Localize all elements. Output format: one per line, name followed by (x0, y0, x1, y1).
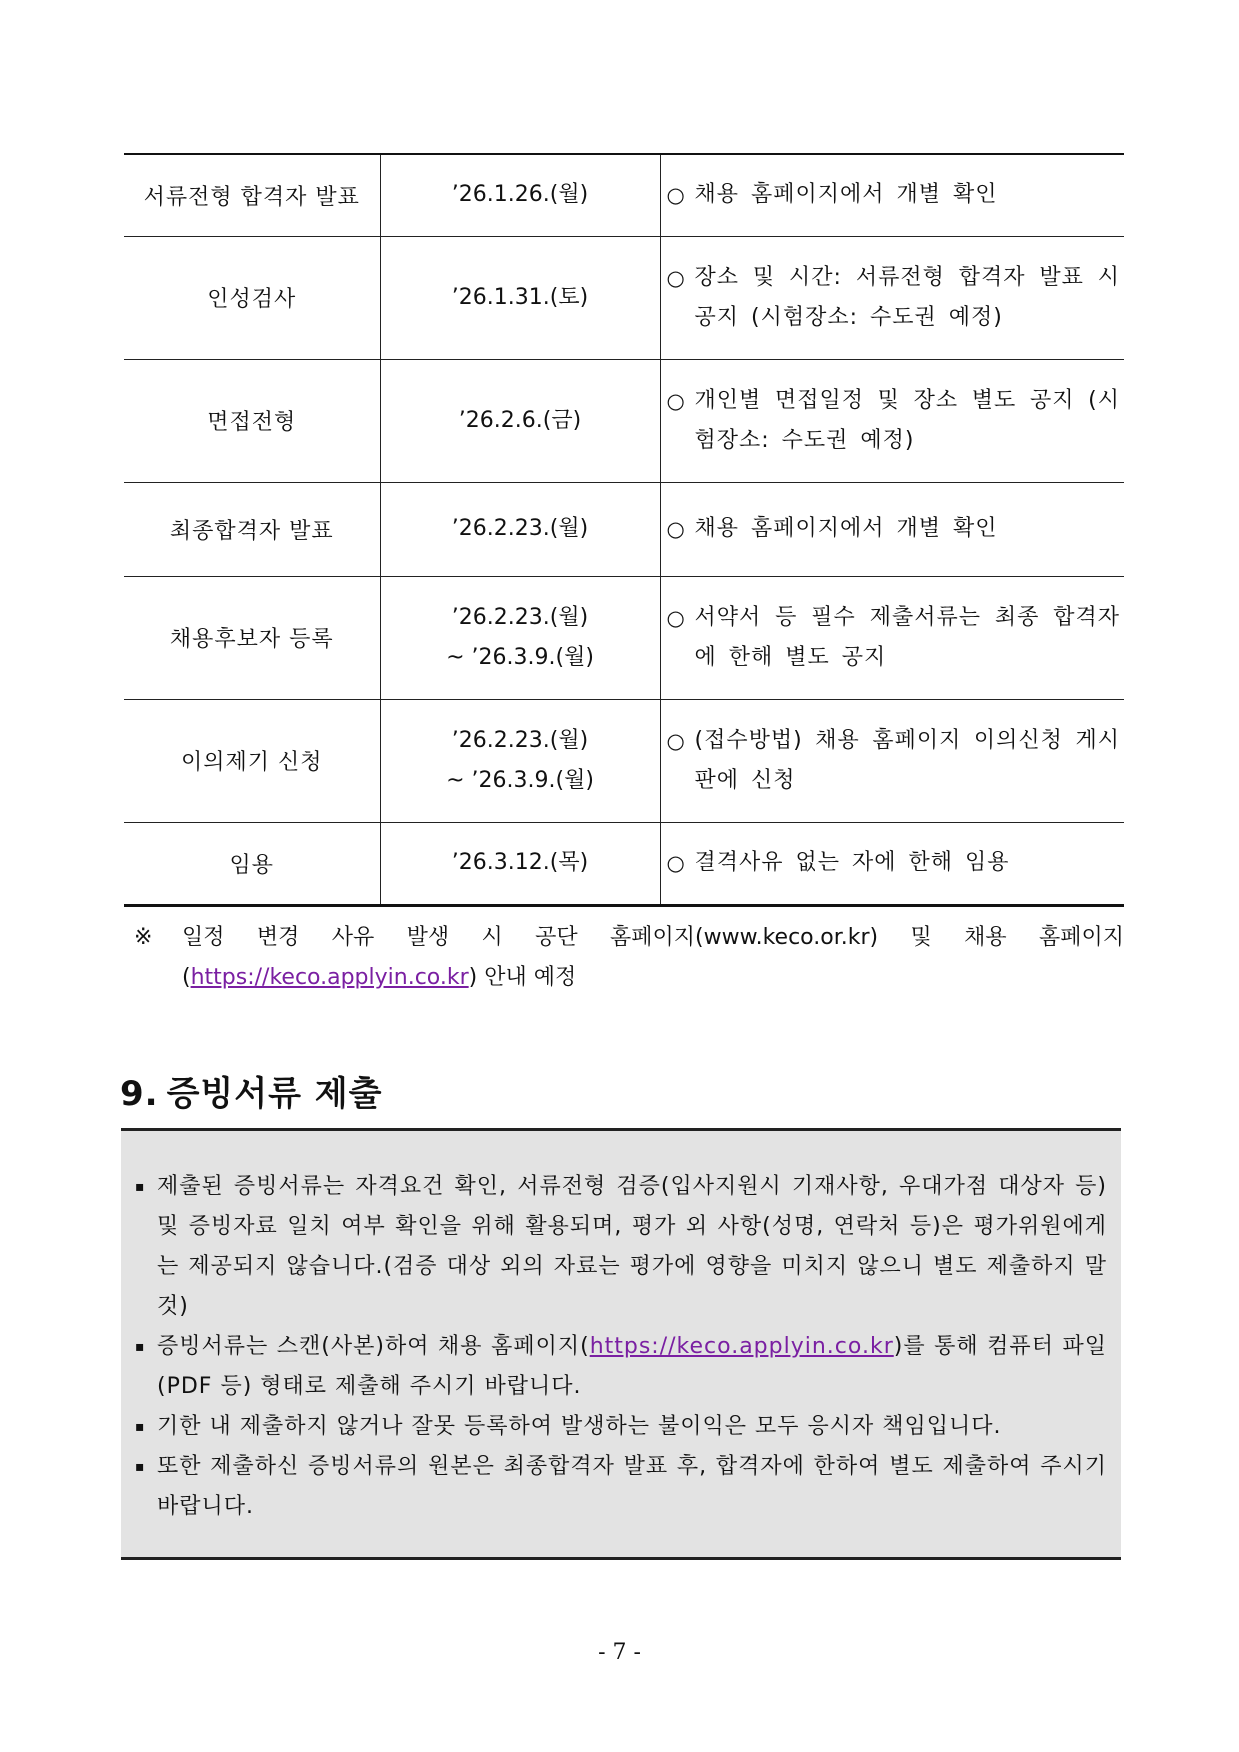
note-text: 채용 홈페이지에서 개별 확인 (694, 516, 998, 541)
note-text: 장소 및 시간: 서류전형 합격자 발표 시 공지 (시험장소: 수도권 예정) (694, 264, 1120, 330)
date-start: ’26.3.12.(목) (451, 850, 589, 875)
date-cell (380, 154, 660, 236)
notice-list (135, 1167, 1107, 1527)
section-heading (120, 1066, 382, 1115)
date-start: ’26.2.23.(월) (451, 727, 589, 753)
footnote-paren-open: ( (182, 965, 191, 990)
notice-text: 또한 제출하신 증빙서류의 원본은 최종합격자 발표 후, 합격자에 한하여 별도 제출하여 주시기 바랍니다. (157, 1454, 1107, 1519)
list-item (135, 1167, 1107, 1327)
table-row (124, 576, 1124, 699)
note-cell (660, 822, 1124, 905)
circle-marker: ○ (666, 851, 685, 875)
stage-cell: 채용후보자 등록 (124, 576, 380, 699)
list-item (135, 1407, 1107, 1447)
stage-cell: 최종합격자 발표 (124, 482, 380, 576)
table-row (124, 482, 1124, 576)
table-row (124, 359, 1124, 482)
date-cell (380, 699, 660, 822)
notice-text: 기한 내 제출하지 않거나 잘못 등록하여 발생하는 불이익은 모두 응시자 책임입니다. (157, 1414, 1002, 1439)
list-item (135, 1447, 1107, 1527)
note-text: 개인별 면접일정 및 장소 별도 공지 (시험장소: 수도권 예정) (694, 387, 1120, 453)
footnote-paren-close: ) (468, 965, 478, 990)
stage-cell: 서류전형 합격자 발표 (124, 154, 380, 236)
table-row (124, 822, 1124, 905)
table-row (124, 699, 1124, 822)
square-bullet-icon: ▪ (135, 1339, 145, 1355)
date-end: ~ ’26.3.9.(월) (446, 644, 594, 670)
date-end: ~ ’26.3.9.(월) (446, 767, 594, 793)
note-cell (660, 154, 1124, 236)
note-cell (660, 236, 1124, 359)
date-start: ’26.2.23.(월) (451, 604, 589, 630)
note-text: 채용 홈페이지에서 개별 확인 (694, 182, 998, 208)
notice-box (121, 1128, 1121, 1560)
date-cell (380, 482, 660, 576)
recruit-site-link[interactable]: https://keco.applyin.co.kr (190, 965, 469, 990)
square-bullet-icon: ▪ (135, 1459, 145, 1475)
circle-marker: ○ (666, 183, 685, 208)
circle-marker: ○ (666, 605, 685, 630)
section-title: 증빙서류 제출 (166, 1074, 383, 1114)
stage-cell: 임용 (124, 822, 380, 905)
list-item (135, 1327, 1107, 1407)
reference-mark: ※ (134, 925, 153, 950)
stage-cell: 인성검사 (124, 236, 380, 359)
note-cell (660, 576, 1124, 699)
notice-text-after: )를 통해 컴퓨터 파일(PDF 등) 형태로 제출해 주시기 바랍니다. (157, 1334, 1107, 1399)
note-text: (접수방법) 채용 홈페이지 이의신청 게시판에 신청 (694, 727, 1120, 793)
schedule-table (124, 153, 1124, 907)
circle-marker: ○ (666, 517, 685, 541)
date-start: ’26.1.26.(월) (451, 182, 589, 208)
notice-text: 제출된 증빙서류는 자격요건 확인, 서류전형 검증(입사지원시 기재사항, 우대가점 대상자 등) 및 증빙자료 일치 여부 확인을 위해 활용되며, 평가 외 사항(성명, 연락처 등)은 평가위원에게는 제공되지 않습니다.(검증 대상 외의 자료는 평가에 영향을 미치지 않으니 별도 제출하지 말 것) (157, 1174, 1107, 1319)
note-text: 결격사유 없는 자에 한해 임용 (694, 850, 1010, 875)
note-cell (660, 482, 1124, 576)
notice-text-before: 증빙서류는 스캔(사본)하여 채용 홈페이지( (157, 1334, 590, 1359)
table-row (124, 154, 1124, 236)
square-bullet-icon: ▪ (135, 1179, 145, 1195)
note-cell (660, 359, 1124, 482)
date-start: ’26.1.31.(토) (451, 284, 589, 310)
table-row (124, 236, 1124, 359)
stage-cell: 이의제기 신청 (124, 699, 380, 822)
stage-cell: 면접전형 (124, 359, 380, 482)
footnote-tail: 안내 예정 (477, 965, 577, 990)
date-start: ’26.2.6.(금) (458, 407, 582, 433)
note-text: 서약서 등 필수 제출서류는 최종 합격자에 한해 별도 공지 (694, 604, 1120, 670)
date-cell (380, 576, 660, 699)
section-number: 9. (120, 1074, 159, 1114)
circle-marker: ○ (666, 388, 685, 413)
footnote-line: 일정 변경 사유 발생 시 공단 홈페이지(www.keco.or.kr) 및 채용 홈페이지 (182, 925, 1124, 950)
date-start: ’26.2.23.(월) (451, 516, 589, 541)
date-cell (380, 359, 660, 482)
note-cell (660, 699, 1124, 822)
notice-text (157, 1327, 1107, 1407)
page-number: - 7 - (598, 1640, 641, 1665)
date-cell (380, 236, 660, 359)
schedule-footnote (134, 918, 1124, 998)
recruit-site-link[interactable]: https://keco.applyin.co.kr (589, 1334, 894, 1359)
circle-marker: ○ (666, 728, 685, 753)
date-cell (380, 822, 660, 905)
square-bullet-icon: ▪ (135, 1419, 145, 1435)
circle-marker: ○ (666, 265, 685, 290)
